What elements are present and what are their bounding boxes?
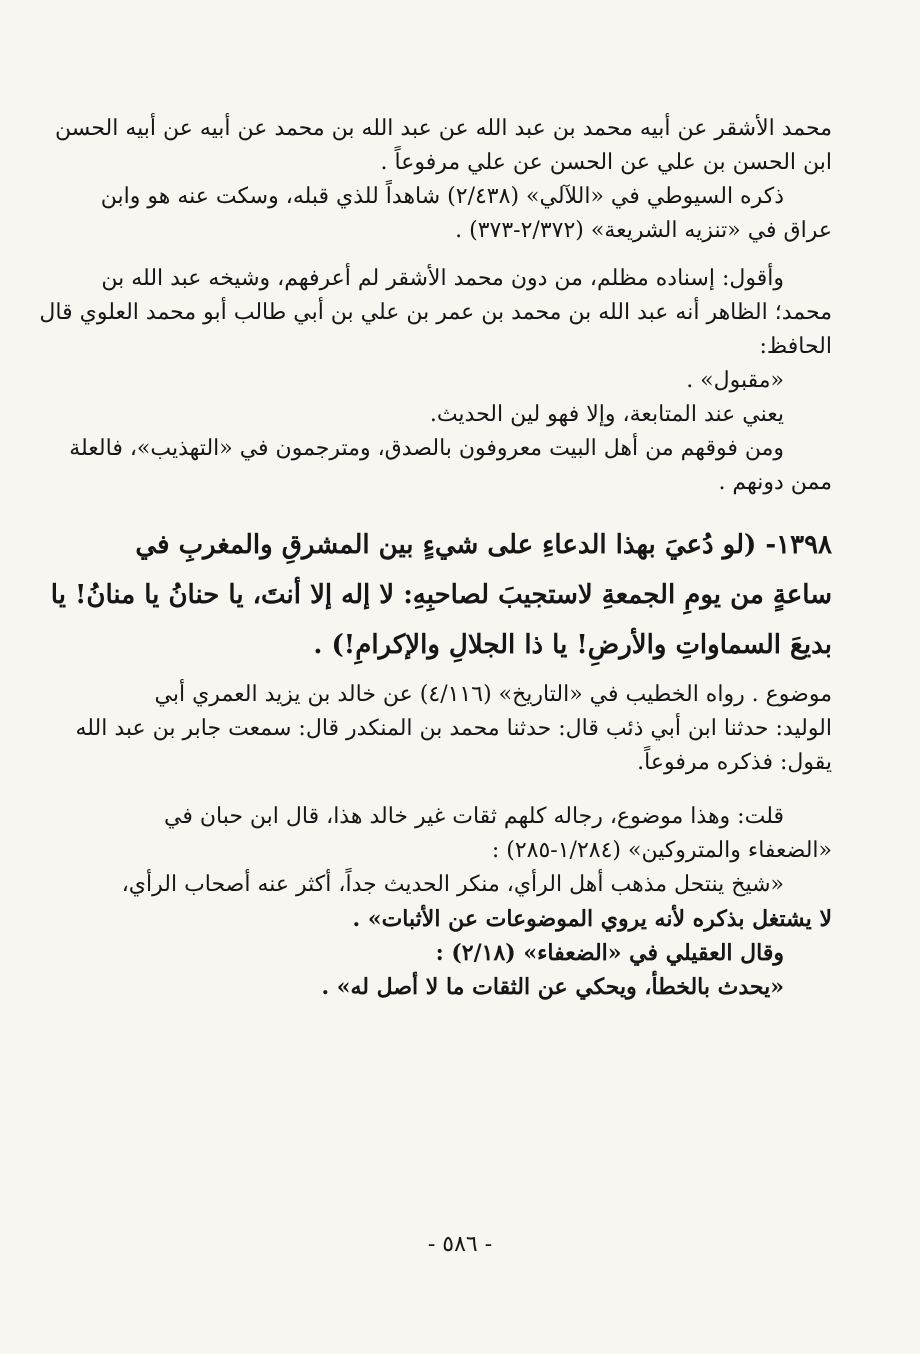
- hadith-line: بديعَ السماواتِ والأرضِ! يا ذا الجلالِ والإكرامِ!) .: [313, 630, 832, 660]
- paragraph-1: [54, 112, 832, 180]
- body-text: [39, 112, 832, 1004]
- quote-ibn-hibban: [72, 868, 832, 936]
- hadith-line: ١٣٩٨- (لو دُعيَ بهذا الدعاءِ على شيءٍ بين المشرقِ والمغربِ في: [135, 530, 832, 560]
- text-line: الحافظ:: [759, 334, 832, 359]
- text-line: ممن دونهم .: [718, 470, 832, 495]
- quote-maqbul: «مقبول» .: [686, 368, 784, 393]
- paragraph-5: [69, 432, 832, 500]
- text-line: ذكره السيوطي في «اللآلي» (٢/٤٣٨) شاهداً للذي قبله، وسكت عنه هو وابن: [100, 184, 784, 209]
- hadith-line: ساعةٍ من يومِ الجمعةِ لاستجيبَ لصاحبِهِ: لا إله إلا أنتَ، يا حنانُ يا منانُ! يا: [50, 580, 832, 610]
- paragraph-6: [72, 678, 832, 780]
- text-line: قلت: وهذا موضوع، رجاله كلهم ثقات غير خالد هذا، قال ابن حبان في: [163, 804, 784, 829]
- text-line: الوليد: حدثنا ابن أبي ذئب قال: حدثنا محمد بن المنكدر قال: سمعت جابر بن عبد الله: [75, 716, 832, 741]
- text-line: موضوع . رواه الخطيب في «التاريخ» (٤/١١٦) عن خالد بن يزيد العمري أبي: [154, 682, 832, 707]
- text-line: ابن الحسن بن علي عن الحسن عن علي مرفوعاً .: [380, 150, 832, 175]
- paragraph-2: [72, 180, 832, 248]
- hadith-1398: [50, 520, 832, 670]
- paragraph-3: [39, 262, 832, 364]
- text-line: «الضعفاء والمتروكين» (١/٢٨٤-٢٨٥) :: [491, 838, 832, 863]
- text-line: يقول: فذكره مرفوعاً.: [637, 750, 832, 775]
- text-line: محمد الأشقر عن أبيه محمد بن عبد الله عن عبد الله بن محمد عن أبيه عن أبيه الحسن: [54, 116, 832, 141]
- paragraph-8: وقال العقيلي في «الضعفاء» (٢/١٨) :: [435, 940, 784, 966]
- text-line: لا يشتغل بذكره لأنه يروي الموضوعات عن الأثبات» .: [352, 906, 832, 932]
- text-line: ومن فوقهم من أهل البيت معروفون بالصدق، ومترجمون في «التهذيب»، فالعلة: [69, 436, 784, 461]
- page-number: - ٥٨٦ -: [427, 1232, 493, 1257]
- text-line: محمد؛ الظاهر أنه عبد الله بن محمد بن عمر بن علي بن أبي طالب أبو محمد العلوي قال: [39, 300, 832, 325]
- paragraph-4: يعني عند المتابعة، وإلا فهو لين الحديث.: [429, 402, 784, 427]
- text-line: «شيخ ينتحل مذهب أهل الرأي، منكر الحديث جداً، أكثر عنه أصحاب الرأي،: [121, 872, 784, 897]
- text-line: وأقول: إسناده مظلم، من دون محمد الأشقر لم أعرفهم، وشيخه عبد الله بن: [101, 266, 784, 291]
- quote-uqayli: «يحدث بالخطأ، ويحكي عن الثقات ما لا أصل له» .: [321, 974, 784, 1000]
- text-line: عراق في «تنزيه الشريعة» (٢/٣٧٢-٣٧٣) .: [455, 218, 832, 243]
- paragraph-7: [72, 800, 832, 868]
